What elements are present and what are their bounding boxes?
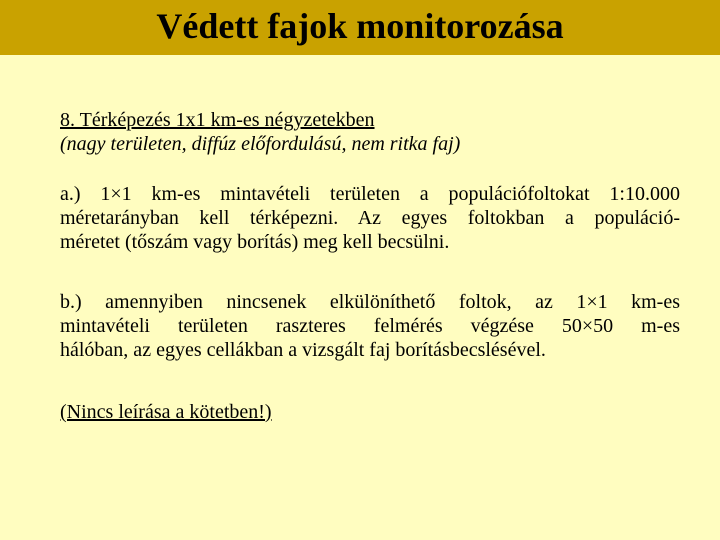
paragraph-b — [60, 290, 680, 362]
paragraph-b-line: mintavételi területen raszteres felmérés végzése 50×50 m-es — [60, 315, 680, 337]
section-subheading: (nagy területen, diffúz előfordulású, nem ritka faj) — [60, 133, 461, 155]
paragraph-b-line: b.) amennyiben nincsenek elkülöníthető foltok, az 1×1 km-es — [60, 291, 680, 313]
paragraph-a-line: a.) 1×1 km-es mintavételi területen a populációfoltokat 1:10.000 — [60, 183, 680, 205]
paragraph-a-line: méretarányban kell térképezni. Az egyes foltokban a populáció- — [60, 207, 680, 229]
paragraph-a — [60, 182, 680, 254]
note-text: (Nincs leírása a kötetben!) — [60, 401, 272, 423]
page-title: Védett fajok monitorozása — [156, 5, 564, 46]
slide-content — [60, 108, 680, 424]
section-heading: 8. Térképezés 1x1 km-es négyzetekben — [60, 109, 375, 131]
paragraph-b-line: hálóban, az egyes cellákban a vizsgált faj borításbecslésével. — [60, 339, 546, 361]
title-bar — [0, 0, 720, 55]
paragraph-a-line: méretet (tőszám vagy borítás) meg kell becsülni. — [60, 231, 450, 253]
